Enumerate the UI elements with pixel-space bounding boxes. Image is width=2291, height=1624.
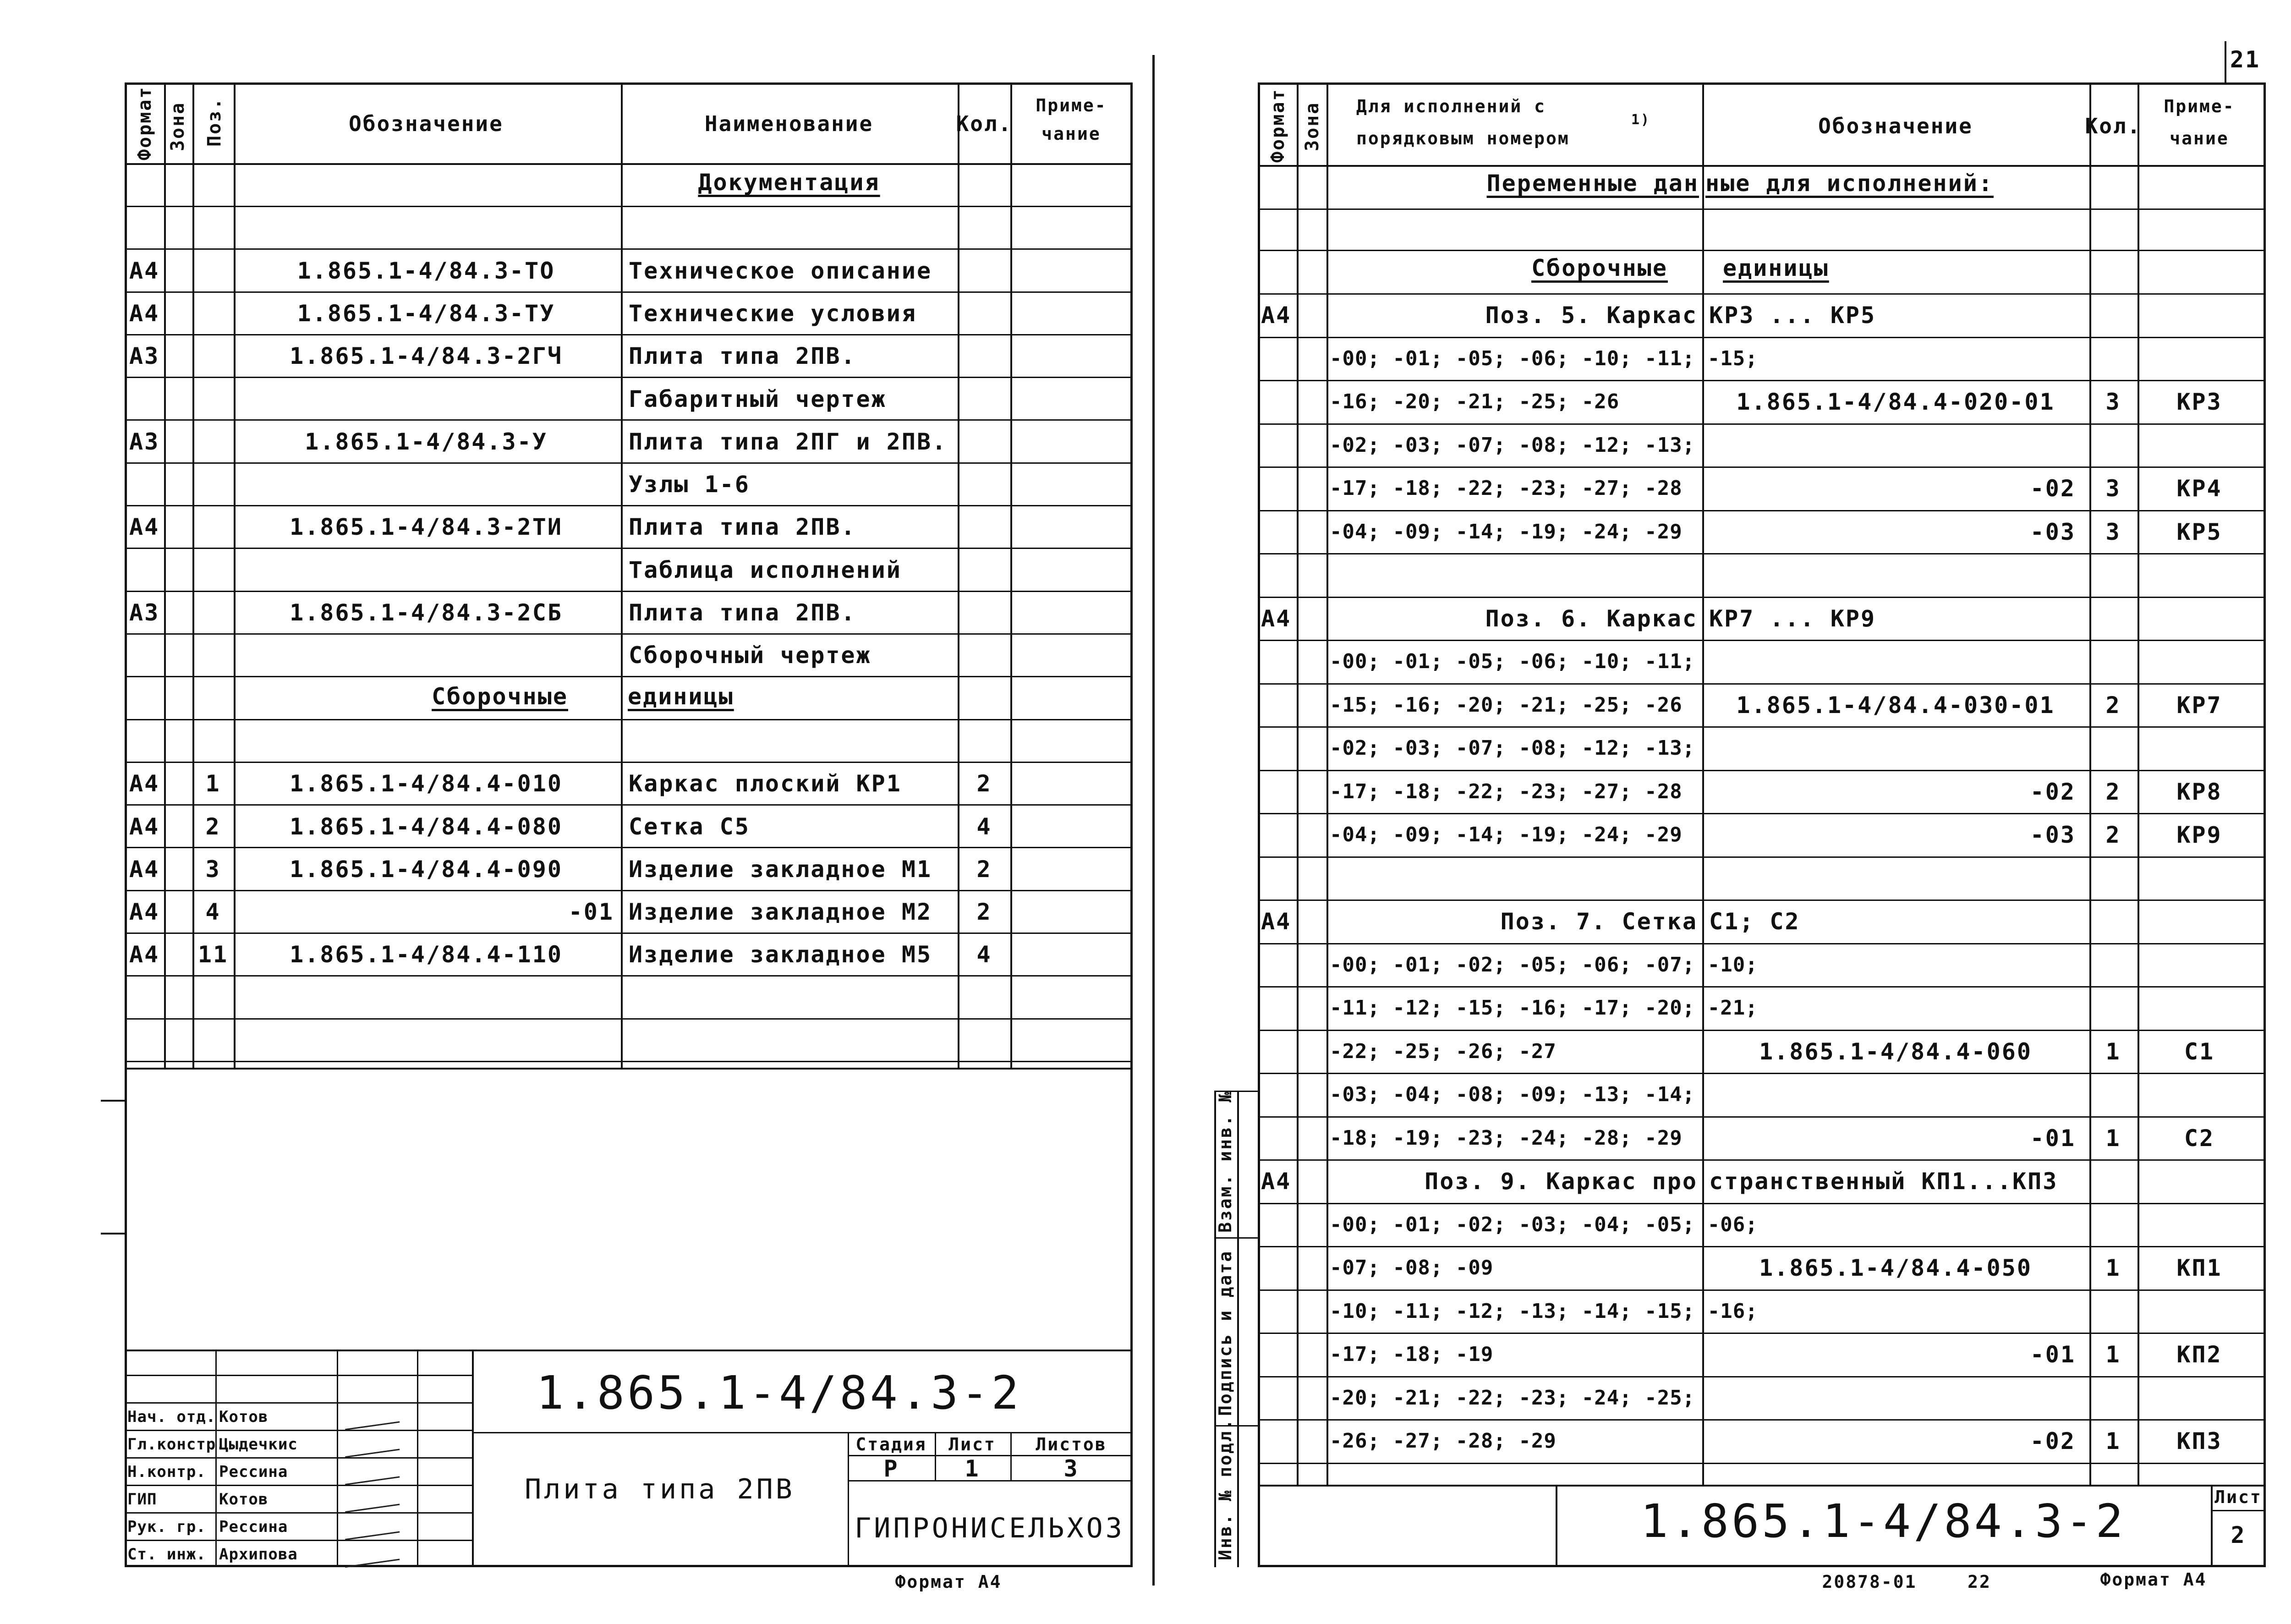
stamp-line <box>2211 1485 2213 1567</box>
row-variant: -17; -18; -22; -23; -27; -28 <box>1330 779 1683 803</box>
row-pos: 2 <box>205 813 221 840</box>
header-variant-top: Для исполнений с <box>1356 96 1546 116</box>
header-designation: Обозначение <box>349 111 504 136</box>
row-designation: -02 <box>2030 778 2076 805</box>
document-title: Плита типа 2ПВ <box>525 1473 795 1505</box>
row-designation: 1.865.1-4/84.4-020-01 <box>1736 389 2055 415</box>
row-name: Сборочный чертеж <box>629 642 871 669</box>
row-note: КР7 <box>2176 691 2222 719</box>
row-qty: 4 <box>976 941 992 968</box>
corner-sheet-number: 21 <box>2230 46 2261 73</box>
row-line <box>125 890 1133 891</box>
row-format: А4 <box>1261 605 1292 632</box>
row-designation: 1.865.1-4/84.4-030-01 <box>1736 691 2055 719</box>
row-note: С1 <box>2184 1038 2215 1065</box>
row-designation: С1; С2 <box>1709 908 1800 935</box>
col-line <box>1297 82 1299 1485</box>
role-label: Гл.констр. <box>127 1435 226 1454</box>
row-line <box>1258 466 2266 468</box>
row-line <box>1258 1463 2266 1464</box>
row-qty: 4 <box>976 813 992 840</box>
row-line <box>1258 726 2266 728</box>
row-line <box>125 1061 1133 1062</box>
row-qty: 2 <box>976 770 992 797</box>
row-line <box>1258 770 2266 771</box>
section-units-a: Сборочные <box>432 683 568 710</box>
stamp-line <box>1556 1485 1557 1567</box>
person-name: Котов <box>219 1408 269 1426</box>
section-variable-b: ные для исполнений: <box>1705 170 1994 197</box>
row-name: Изделие закладное М2 <box>629 899 932 926</box>
row-designation: 1.865.1-4/84.3-2СБ <box>290 599 563 626</box>
row-variant: -11; -12; -15; -16; -17; -20; -21; <box>1330 996 1758 1020</box>
role-label: Н.контр. <box>127 1463 206 1481</box>
row-qty: 1 <box>2105 1125 2121 1152</box>
row-pos: 4 <box>205 899 221 926</box>
row-format: А4 <box>129 813 160 840</box>
row-pos: 1 <box>205 770 221 797</box>
row-designation: 1.865.1-4/84.4-010 <box>290 770 563 797</box>
row-line <box>125 505 1133 506</box>
row-line <box>1258 208 2266 210</box>
row-line <box>1258 510 2266 511</box>
row-variant: Поз. 7. Сетка <box>1500 908 1698 935</box>
stamp-top <box>1258 1485 2266 1487</box>
row-note: КП1 <box>2176 1255 2222 1281</box>
row-format: А4 <box>1261 302 1292 329</box>
row-name: Техническое описание <box>629 257 932 284</box>
header-format: Формат <box>1267 88 1288 163</box>
sig-line <box>125 1485 472 1486</box>
row-designation: КР3 ... КР5 <box>1709 302 1876 329</box>
col-line <box>1010 82 1012 1068</box>
row-line <box>125 334 1133 335</box>
row-designation: 1.865.1-4/84.4-090 <box>290 856 563 883</box>
row-qty: 2 <box>976 899 992 926</box>
document-code: 1.865.1-4/84.3-2 <box>1640 1494 2126 1548</box>
section-units-b: единицы <box>628 683 734 710</box>
row-line <box>1258 813 2266 814</box>
row-qty: 1 <box>2105 1428 2121 1454</box>
col-line <box>164 82 166 1068</box>
person-name: Котов <box>219 1490 269 1509</box>
row-variant: -10; -11; -12; -13; -14; -15; -16; <box>1330 1299 1758 1323</box>
titleblock-line <box>472 1432 1133 1433</box>
row-line <box>125 975 1133 977</box>
row-line <box>125 291 1133 293</box>
row-variant: Поз. 9. Каркас про <box>1425 1168 1698 1195</box>
row-designation: 1.865.1-4/84.3-У <box>305 428 548 455</box>
row-name: Сетка С5 <box>629 813 750 840</box>
sheets-value: 3 <box>1063 1455 1079 1482</box>
row-qty: 1 <box>2105 1255 2121 1281</box>
row-format: А4 <box>129 899 160 926</box>
bottom-number-2: 22 <box>1968 1572 1991 1592</box>
table-bottom <box>125 1068 1133 1070</box>
row-designation: -02 <box>2030 475 2076 502</box>
row-line <box>125 248 1133 250</box>
col-line <box>2089 82 2091 1485</box>
header-zone: Зона <box>167 101 188 151</box>
row-variant: -03; -04; -08; -09; -13; -14; <box>1330 1083 1695 1106</box>
row-line <box>125 633 1133 635</box>
row-format: А3 <box>129 599 160 626</box>
row-designation: 1.865.1-4/84.3-ТО <box>297 257 555 284</box>
sig-line <box>125 1430 472 1431</box>
row-designation: -03 <box>2030 518 2076 545</box>
section-documentation: Документация <box>698 169 880 196</box>
row-variant: -04; -09; -14; -19; -24; -29 <box>1330 520 1683 543</box>
row-variant: -00; -01; -05; -06; -10; -11; -15; <box>1330 346 1758 370</box>
row-line <box>1258 1030 2266 1031</box>
row-format: А4 <box>129 770 160 797</box>
row-designation: 1.865.1-4/84.4-110 <box>290 941 563 968</box>
row-note: КР4 <box>2176 475 2222 502</box>
row-designation: -01 <box>2030 1125 2076 1152</box>
row-line <box>125 462 1133 464</box>
header-variant-bottom: порядковым номером <box>1356 128 1570 148</box>
row-qty: 3 <box>2105 518 2121 545</box>
role-label: Ст. инж. <box>127 1545 206 1564</box>
side-label-replace: Взам. инв. № <box>1215 1090 1235 1233</box>
header-name: Наименование <box>704 111 874 136</box>
row-variant: -04; -09; -14; -19; -24; -29 <box>1330 823 1683 846</box>
row-line <box>125 676 1133 677</box>
row-variant: -02; -03; -07; -08; -12; -13; <box>1330 433 1695 457</box>
side-label-sign: Подпись и дата <box>1215 1250 1235 1416</box>
row-designation: 1.865.1-4/84.4-050 <box>1759 1255 2032 1281</box>
row-line <box>1258 293 2266 295</box>
row-qty: 3 <box>2105 389 2121 415</box>
header-designation: Обозначение <box>1818 114 1973 138</box>
row-qty: 3 <box>2105 475 2121 502</box>
row-line <box>125 933 1133 934</box>
format-label: Формат А4 <box>2100 1569 2207 1590</box>
row-line <box>1258 597 2266 598</box>
row-line <box>125 804 1133 806</box>
row-note: КР3 <box>2176 389 2222 415</box>
row-note: КР5 <box>2176 518 2222 545</box>
header-format: Формат <box>134 86 155 160</box>
row-line <box>1258 900 2266 901</box>
col-line <box>621 82 623 1068</box>
person-name: Архипова <box>219 1545 298 1564</box>
header-zone: Зона <box>1302 101 1323 151</box>
titleblock-line <box>935 1432 936 1480</box>
row-name: Изделие закладное М5 <box>629 941 932 968</box>
header-divider <box>125 163 1133 165</box>
row-line <box>1258 1246 2266 1247</box>
row-designation: 1.865.1-4/84.3-2ТИ <box>290 514 563 541</box>
row-format: А3 <box>129 428 160 455</box>
row-format: А4 <box>129 257 160 284</box>
row-pos: 3 <box>205 856 221 883</box>
row-variant: -15; -16; -20; -21; -25; -26 <box>1330 693 1683 717</box>
row-line <box>1258 1289 2266 1291</box>
row-line <box>125 548 1133 549</box>
margin-tick <box>101 1233 125 1234</box>
row-variant: -20; -21; -22; -23; -24; -25; <box>1330 1386 1695 1410</box>
header-divider <box>1258 165 2266 167</box>
margin-tick <box>101 1100 125 1102</box>
row-name: Каркас плоский КР1 <box>629 770 902 797</box>
row-variant: -02; -03; -07; -08; -12; -13; <box>1330 736 1695 760</box>
row-designation: 1.865.1-4/84.3-2ГЧ <box>290 343 563 370</box>
header-pos: Поз. <box>204 97 225 147</box>
row-qty: 1 <box>2105 1341 2121 1368</box>
row-designation: 1.865.1-4/84.4-080 <box>290 813 563 840</box>
row-line <box>1258 1203 2266 1204</box>
document-code: 1.865.1-4/84.3-2 <box>536 1366 1022 1420</box>
row-name: Плита типа 2ПВ. <box>629 514 856 541</box>
sig-line <box>125 1402 472 1404</box>
sheet-value: 1 <box>965 1455 980 1482</box>
row-qty: 2 <box>976 856 992 883</box>
row-name: Изделие закладное М1 <box>629 856 932 883</box>
row-note: КП2 <box>2176 1341 2222 1368</box>
sig-line <box>125 1457 472 1459</box>
row-format: А4 <box>1261 908 1292 935</box>
role-label: Нач. отд. <box>127 1408 216 1426</box>
row-name: Технические условия <box>629 300 917 327</box>
corner-box <box>2225 41 2226 82</box>
sheet-label: Лист <box>948 1434 996 1454</box>
role-label: ГИП <box>127 1490 157 1509</box>
row-variant: Поз. 5. Каркас <box>1485 302 1698 329</box>
row-line <box>1258 986 2266 988</box>
sheets-label: Листов <box>1036 1434 1107 1454</box>
row-format: А4 <box>1261 1168 1292 1195</box>
row-line <box>1258 337 2266 338</box>
sheet-separator <box>1152 55 1155 1586</box>
col-line <box>1326 82 1328 1485</box>
side-stamp-line <box>1214 1237 1258 1239</box>
row-designation: 1.865.1-4/84.3-ТУ <box>297 300 555 327</box>
person-name: Рессина <box>219 1518 288 1536</box>
col-line <box>2138 82 2139 1485</box>
row-qty: 1 <box>2105 1038 2121 1065</box>
row-line <box>1258 423 2266 425</box>
titleblock-top <box>125 1350 1133 1351</box>
row-line <box>125 1018 1133 1020</box>
col-line <box>1702 82 1704 1485</box>
row-variant: -17; -18; -22; -23; -27; -28 <box>1330 477 1683 500</box>
row-qty: 2 <box>2105 822 2121 848</box>
row-line <box>125 762 1133 763</box>
header-variant-sup: 1) <box>1631 112 1651 128</box>
row-note: КР9 <box>2176 822 2222 848</box>
row-line <box>1258 683 2266 685</box>
row-variant: -18; -19; -23; -24; -28; -29 <box>1330 1126 1683 1150</box>
row-line <box>1258 1116 2266 1118</box>
row-name: Габаритный чертеж <box>629 385 887 412</box>
row-variant: -26; -27; -28; -29 <box>1330 1429 1557 1453</box>
sig-line <box>125 1540 472 1541</box>
row-variant: -17; -18; -19 <box>1330 1343 1494 1366</box>
row-format: А4 <box>129 856 160 883</box>
row-line <box>1258 380 2266 381</box>
row-line <box>125 206 1133 207</box>
row-designation: -01 <box>568 899 614 926</box>
col-line <box>192 82 194 1068</box>
section-variable-a: Переменные дан <box>1486 170 1699 197</box>
header-note-top: Приме- <box>1036 95 1107 115</box>
person-name: Цыдечкис <box>219 1435 298 1454</box>
row-format: А4 <box>129 300 160 327</box>
stage-label: Стадия <box>855 1434 927 1454</box>
role-label: Рук. гр. <box>127 1518 206 1536</box>
row-line <box>1258 1073 2266 1074</box>
organization: ГИПРОНИСЕЛЬХОЗ <box>855 1512 1125 1544</box>
row-qty: 2 <box>2105 691 2121 719</box>
side-stamp-line <box>1237 1091 1239 1567</box>
row-designation: -03 <box>2030 822 2076 848</box>
row-line <box>125 719 1133 720</box>
row-variant: -07; -08; -09 <box>1330 1256 1494 1279</box>
section-units-b: единицы <box>1723 255 1829 281</box>
row-name: Плита типа 2ПВ. <box>629 343 856 370</box>
row-variant: -16; -20; -21; -25; -26 <box>1330 390 1620 413</box>
section-units-a: Сборочные <box>1531 255 1668 281</box>
format-label: Формат А4 <box>895 1572 1002 1592</box>
row-qty: 2 <box>2105 778 2121 805</box>
titleblock-line <box>848 1432 849 1567</box>
row-designation: странственный КП1...КП3 <box>1709 1168 2058 1195</box>
row-line <box>125 419 1133 421</box>
sig-line <box>125 1375 472 1376</box>
titleblock-line <box>1010 1432 1012 1480</box>
row-designation: -01 <box>2030 1341 2076 1368</box>
row-line <box>125 377 1133 378</box>
person-name: Рессина <box>219 1463 288 1481</box>
stamp-line <box>2211 1510 2266 1511</box>
col-line <box>958 82 959 1068</box>
row-name: Плита типа 2ПВ. <box>629 599 856 626</box>
row-name: Плита типа 2ПГ и 2ПВ. <box>629 428 948 455</box>
col-line <box>234 82 236 1068</box>
row-variant: -00; -01; -05; -06; -10; -11; <box>1330 650 1695 673</box>
row-pos: 11 <box>197 941 229 968</box>
sig-line <box>125 1512 472 1514</box>
header-note-bottom: чание <box>1041 124 1101 144</box>
titleblock-divider <box>472 1350 474 1567</box>
row-name: Узлы 1-6 <box>629 471 750 498</box>
bottom-number: 20878-01 <box>1822 1572 1917 1592</box>
row-variant: -22; -25; -26; -27 <box>1330 1039 1557 1063</box>
row-note: КР8 <box>2176 778 2222 805</box>
row-line <box>125 591 1133 592</box>
header-note-bottom: чание <box>2170 128 2229 148</box>
row-variant: Поз. 6. Каркас <box>1485 605 1698 632</box>
row-format: А4 <box>129 514 160 541</box>
row-designation: -02 <box>2030 1428 2076 1454</box>
row-note: КП3 <box>2176 1428 2222 1454</box>
row-line <box>1258 553 2266 554</box>
row-line <box>1258 1159 2266 1161</box>
stage-value: Р <box>883 1455 899 1482</box>
row-line <box>125 847 1133 848</box>
row-line <box>1258 640 2266 641</box>
row-format: А3 <box>129 343 160 370</box>
row-line <box>1258 1419 2266 1421</box>
row-line <box>1258 1333 2266 1334</box>
row-variant: -00; -01; -02; -05; -06; -07; -10; <box>1330 953 1758 977</box>
sheet-value: 2 <box>2231 1522 2246 1548</box>
row-designation: КР7 ... КР9 <box>1709 605 1876 632</box>
row-designation: 1.865.1-4/84.4-060 <box>1759 1038 2032 1065</box>
row-variant: -00; -01; -02; -03; -04; -05; -06; <box>1330 1213 1758 1236</box>
row-line <box>1258 856 2266 858</box>
sheet-label: Лист <box>2214 1487 2262 1507</box>
row-format: А4 <box>129 941 160 968</box>
header-qty: Кол. <box>2085 114 2142 138</box>
side-label-inv: Инв. № подл. <box>1215 1418 1235 1560</box>
header-note-top: Приме- <box>2164 96 2235 116</box>
row-note: С2 <box>2184 1125 2215 1152</box>
row-line <box>1258 1376 2266 1377</box>
row-line <box>1258 250 2266 251</box>
header-qty: Кол. <box>956 111 1013 136</box>
row-name: Таблица исполнений <box>629 556 902 583</box>
row-line <box>1258 943 2266 944</box>
